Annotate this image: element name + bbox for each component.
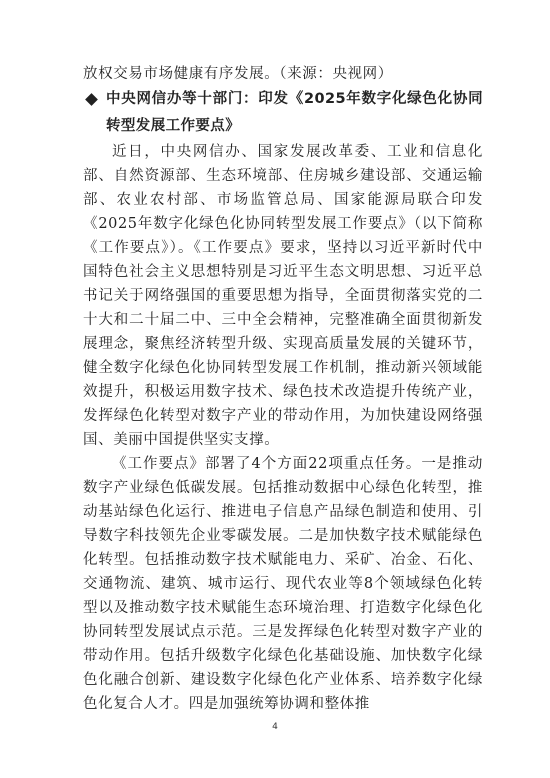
diamond-bullet-icon [85,93,98,106]
section-heading [83,86,483,140]
intro-line: 放权交易市场健康有序发展。（来源：央视网） [83,66,393,82]
document-body [83,62,483,716]
body-paragraph-2: 《工作要点》部署了4个方面22项重点任务。一是推动数字产业绿色低碳发展。包括推动数据中心绿色化转型，推动基站绿色化运行、推进电子信息产品绿色制造和使用、引导数字科技领先企业零碳发展。二是加快数字技术赋能绿色化转型。包括推动数字技术赋能电力、采矿、冶金、石化、交通物流、建筑、城市运行、现代农业等8个领域绿色化转型以及推动数字技术赋能生态环境治理、打造数字化绿色化协同转型发展试点示范。三是发挥绿色化转型对数字产业的带动作用。包括升级数字化绿色化基础设施、加快数字化绿色化融合创新、建设数字化绿色化产业体系、培养数字化绿色化复合人才。四是加强统筹协调和整体推 [83,456,483,712]
body-paragraph-1: 近日，中央网信办、国家发展改革委、工业和信息化部、自然资源部、生态环境部、住房城乡建设部、交通运输部、农业农村部、市场监管总局、国家能源局联合印发《2025年数字化绿色化协同转型发展工作要点》（以下简称《工作要点》）。《工作要点》要求，坚持以习近平新时代中国特色社会主义思想特别是习近平生态文明思想、习近平总书记关于网络强国的重要思想为指导，全面贯彻落实党的二十大和二十届二中、三中全会精神，完整准确全面贯彻新发展理念，聚焦经济转型升级、实现高质量发展的关键环节，健全数字化绿色化协同转型发展工作机制，推动新兴领域能效提升，积极运用数字技术、绿色技术改造提升传统产业，发挥绿色化转型对数字产业的带动作用，为加快建设网络强国、美丽中国提供坚实支撑。 [83,144,483,448]
page-number: 4 [272,722,278,732]
section-heading-text: 中央网信办等十部门：印发《2025年数字化绿色化协同转型发展工作要点》 [106,91,483,134]
